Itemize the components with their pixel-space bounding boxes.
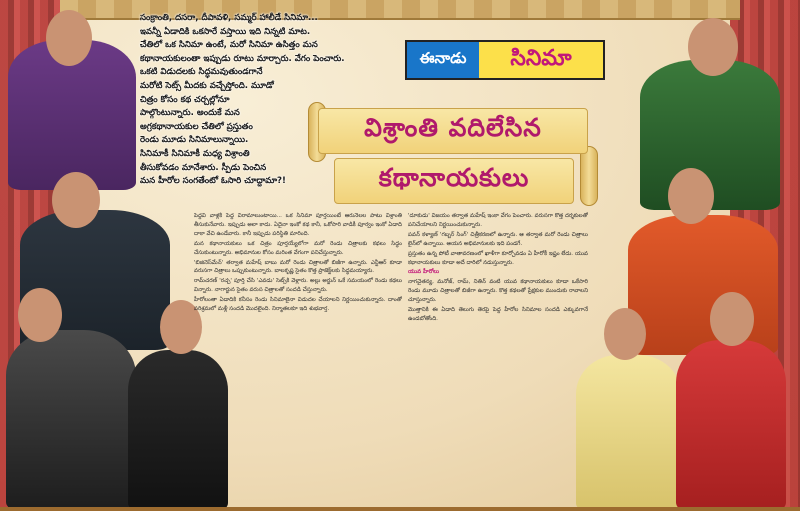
scroll-roll-right [580,146,598,206]
article-paragraph: 'బిజినెస్‌మేన్' తర్వాత మహేష్ బాబు మరో రెండు చిత్రాలతో బిజీగా ఉన్నారు. ఎన్టీఆర్ కూడా వరుసగా చిత్రాలు ఒప్పుకుంటున్నారు. బాలకృష్ణ సైతం కొత్త ప్రాజెక్ట్‌లకు సిద్ధమయ్యారు. [194,259,402,275]
actor-photo-bottom-right-2 [676,340,786,511]
actor-photo-mid-right [628,215,778,355]
article-paragraph: మన కథానాయకులు ఒక చిత్రం పూర్తయ్యేలోగా మరో రెండు చిత్రాలకు కథలు సిద్ధం చేసుకుంటున్నారు. అభిమానుల కోసం మరింత వేగంగా పనిచేస్తున్నారు. [194,240,402,256]
intro-line: చేతిలో ఒక సినిమా ఉంటే, మరో సినిమా ఉసిత్తం మన [140,40,318,51]
intro-line: కథానాయకులంతా ఇప్పుడు రూటు మార్చారు. వేగం పెంచారు. [140,53,345,64]
intro-line: అగ్రకథానాయకుల చేతిలో ప్రస్తుతం [140,121,253,132]
intro-line: ఇవన్నీ ఏడాదికి ఒకసారే వస్తాయి ఇది నిన్నటి మాట. [140,26,311,37]
article-paragraph: రామ్‌చరణ్ 'రచ్చ' పూర్తి చేసి 'ఎవడు' సెట్స్‌కి వెళ్లారు. అల్లు అర్జున్ ఒకే సమయంలో రెండు కథలు విన్నారు. నాగార్జున సైతం వరుస చిత్రాలతో సందడి చేస్తున్నారు. [194,278,402,294]
masthead-cinema: సినిమా [479,42,603,78]
article-paragraph: మొత్తానికి ఈ ఏడాది తెలుగు తెరపై పెద్ద హీరోల సినిమాల సందడి ఎక్కువగానే ఉండబోతోంది. [408,307,588,322]
footer-rule [0,507,800,511]
intro-line: సంక్రాంతి, దసరా, దీపావళి, సమ్మర్ హాలీడే సినిమా... [140,13,318,23]
headline-line-2: కథానాయకులు [334,158,574,204]
article-paragraph: నాగచైతన్య, మనోజ్, రామ్, నితిన్ వంటి యువ కథానాయకులు కూడా ఒకేసారి రెండు మూడు చిత్రాలతో బిజీగా ఉన్నారు. కొత్త కథలతో ప్రేక్షకుల ముందుకు రావాలని చూస్తున్నారు. [408,279,588,304]
actor-head-top-left [46,10,92,66]
article-column-1 [194,212,402,504]
actor-head-bottom-right-1 [604,308,646,360]
section-masthead [405,40,605,80]
article-paragraph: హీరోలంతా ఏడాదికి కనీసం రెండు సినిమాలైనా విడుదల చేయాలని నిర్ణయించుకున్నారు. దాంతో పరిశ్రమలో మళ్లీ సందడి మొదలైంది. నిర్మాతలకూ ఇది శుభవార్త. [194,297,402,313]
headline-line-1: విశ్రాంతి వదిలేసిన [318,108,588,154]
intro-line: రెండు మూడు సినిమాలున్నాయి. [140,135,249,146]
article-paragraph: పవన్ కళ్యాణ్ 'గబ్బర్ సింగ్' చిత్రీకరణలో ఉన్నారు. ఆ తర్వాత మరో రెండు చిత్రాలు లైన్‌లో ఉన్నాయి. ఆయన అభిమానులకు ఇది పండగే. [408,231,588,247]
actor-photo-bottom-left-1 [6,330,136,511]
article-paragraph: 'దూకుడు' విజయం తర్వాత మహేష్ ఇంకా వేగం పెంచారు. వరుసగా కొత్త దర్శకులతో పనిచేయాలని నిర్ణయించుకున్నారు. [408,213,588,228]
article-column-2 [408,212,588,504]
actor-head-mid-right [668,168,714,224]
intro-line: సినిమాకీ సినిమాకీ మధ్య విశ్రాంతి [140,148,250,159]
intro-line: పాల్గొంటున్నారు. అందుకే మన [140,108,240,119]
intro-line: తీసుకోవడం మానేశారు. స్పీడు పెంచిన [140,162,267,173]
intro-line: మన హీరోల సంగతేంటో ఓసారి చూద్దామా?! [140,176,286,187]
article-paragraph: పెద్దవి వాళ్లకి పెద్ద విరామాలుంటాయి... ఒక సినిమా పూర్తయింటే ఆరునెలల పాటు విశ్రాంతి తీసుకునేవారు. ఇప్పుడు అలా కాదు. ఏదైనా ఇంకో కథ కానీ, ఒకోసారి వాడికీ పూర్వం ఇంకో ఏడాది దాకా వేచి ఉండేవారు. కానీ ఇప్పుడు పరిస్థితి మారింది. [194,213,402,237]
actor-head-mid-left [52,172,100,228]
intro-paragraph [140,12,345,189]
intro-line: ఒకటి విడుదలకు సిద్ధమవుతుండగానే [140,67,263,78]
intro-line: చిత్రం కోసం కథ చర్చల్లోనూ [140,94,230,105]
intro-line: మరోటి సెట్స్ మీదకు వచ్చేస్తోంది. మూడో [140,80,274,91]
masthead-eenadu: ఈనాడు [407,42,479,78]
article-paragraph: ప్రస్తుతం ఉన్న పోటీ వాతావరణంలో ఖాళీగా కూర్చోవడం ఏ హీరోకీ ఇష్టం లేదు. యువ కథానాయకులు కూడా అదే దారిలో నడుస్తున్నారు. [408,250,588,266]
actor-head-bottom-right-2 [710,292,754,346]
actor-head-top-right [688,18,738,76]
subheading: యువ హీరోలు [408,269,440,276]
actor-photo-bottom-right-1 [576,355,681,511]
actor-head-bottom-left-1 [18,288,62,342]
headline-scroll [318,108,588,204]
